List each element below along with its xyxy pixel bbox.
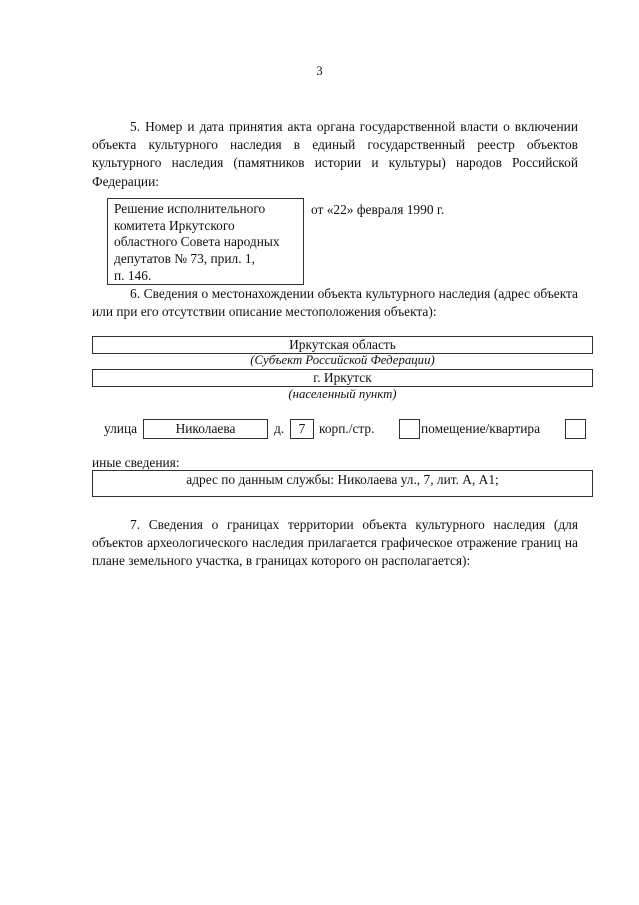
city-caption: (населенный пункт)	[288, 387, 397, 401]
other-info-field: адрес по данным службы: Николаева ул., 7, лит. А, А1;	[92, 470, 593, 497]
act-line: комитета Иркутского	[114, 217, 235, 233]
street-label: улица	[104, 421, 138, 436]
act-date: от «22» февраля 1990 г.	[311, 202, 445, 217]
act-line: Решение исполнительного	[114, 201, 266, 216]
act-line: депутатов № 73, прил. 1,	[114, 251, 255, 267]
act-line: областного Совета народных	[114, 234, 280, 250]
section-5-text: 5. Номер и дата принятия акта органа государственной власти о включении объекта культурного наследия в единый государственный реестр объектов культурного наследия (памятников истории и культуры) народов Российской Федерации:	[92, 119, 578, 189]
house-field: 7	[290, 419, 314, 439]
building-label: корп./стр.	[319, 421, 375, 436]
other-info-label: иные сведения:	[92, 455, 180, 470]
apartment-label: помещение/квартира	[421, 421, 541, 436]
apartment-field	[565, 419, 586, 439]
building-field	[399, 419, 420, 439]
section-6-text: 6. Сведения о местонахождении объекта культурного наследия (адрес объекта или при его отсутствии описание местоположения объекта):	[92, 286, 578, 320]
street-field: Николаева	[143, 419, 268, 439]
section-7-text: 7. Сведения о границах территории объекта культурного наследия (для объектов археологического наследия прилагается графическое отражение границ на плане земельного участка, в границах которого он располагается):	[92, 517, 578, 569]
city-field: г. Иркутск	[92, 369, 593, 387]
act-name-box	[107, 198, 304, 285]
region-caption: (Субъект Российской Федерации)	[250, 353, 435, 367]
page-number: 3	[316, 64, 323, 78]
act-line: п. 146.	[114, 267, 152, 283]
region-field: Иркутская область	[92, 336, 593, 354]
house-label: д.	[274, 421, 285, 436]
